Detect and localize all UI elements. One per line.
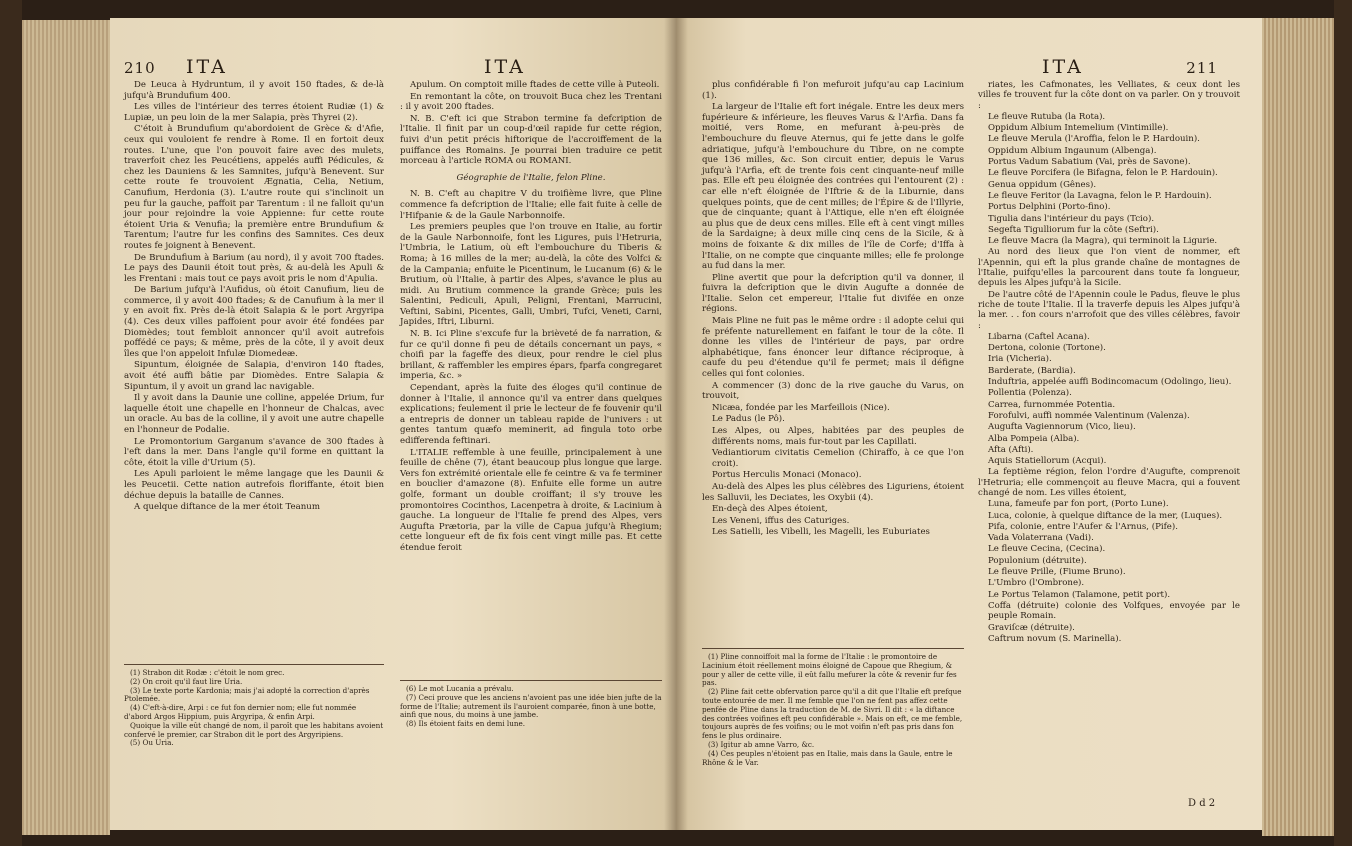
list-item: Pollentia (Polenza).	[988, 388, 1072, 399]
list-item: Les Veneni, iffus des Caturiges.	[712, 515, 850, 526]
list-item: Tigulia dans l'intérieur du pays (Tcio).	[988, 213, 1155, 224]
left-column-1-footnotes	[124, 664, 384, 748]
paragraph: Les villes de l'intérieur des terres étoient Rudiæ (1) & Lupiæ, un peu loin de la mer Salapia, près Thyrei (2).	[124, 102, 384, 123]
list-item: Portus Vadum Sabatium (Vai, près de Savone).	[988, 157, 1191, 168]
list-item: Le Padus (le Pô).	[712, 414, 785, 425]
paragraph: plus confidérable fi l'on mefuroit jufqu'au cap Lacinium (1).	[702, 80, 964, 101]
list-item: Alba Pompeia (Alba).	[988, 433, 1080, 444]
paragraph: De Brundufium à Barium (au nord), il y avoit 700 ftades. Le pays des Daunii étoit tout près, & au-delà les Apuli & les Frentani : mais tout ce pays avoit pris le nom d'Apulia.	[124, 252, 384, 284]
footnote: (3) Le texte porte Kardonia; mais j'ai adopté la correction d'après Ptolemée.	[124, 685, 370, 704]
footnote: (1) Strabon dit Rodæ : c'étoit le nom grec.	[130, 668, 285, 677]
paragraph: Les Apuli parloient le même langage que les Daunii & les Peucetii. Cette nation autrefois floriffante, étoit bien déchue depuis la bataille de Cannes.	[124, 469, 384, 501]
paragraph: C'étoit à Brundufium qu'abordoient de Grèce & d'Afie, ceux qui vouloient fe rendre à Rome. Il en fortoit deux routes. L'une, que l'on pouvoit faire avec des mulets, traverfoit chez les Peucétiens, appelés auffi Pédicules, & chez les Dauniens & les Samnites, jufqu'à Benevent. Sur cette route fe trouvoient Ægnatia, Celia, Netium, Canufium, Herdonia (3). L'autre route qui s'inclinoit un peu fur la gauche, paffoit par Tarentum : il ne falloit qu'un jour pour rejoindre la voie Appienne: fur cette route étoient Uria & Venufia; la première entre Brundufium & Tarentum; l'autre fur les confins des Samnites. Ces deux routes fe joignent à Benevent.	[124, 124, 384, 251]
list-item: Luna, fameufe par fon port, (Porto Lune).	[988, 499, 1169, 510]
footnote: (7) Ceci prouve que les anciens n'avoient pas une idée bien jufte de la forme de l'Italie; autrement ils l'auroient comparée, finon à une botte, ainfi que nous, du moins à une jambe.	[400, 692, 662, 720]
list-item: Augufta Vagiennorum (Vico, lieu).	[988, 422, 1136, 433]
paragraph: Cependant, après la fuite des éloges qu'il continue de donner à l'Italie, il annonce qu'il va entrer dans quelques explications; feulement il prie le lecteur de fe fouvenir qu'il a entrepris de donner un tableau rapide de l'univers : ut gentes tantum quæfo meminerit, ad fingula toto orbe edifferenda feftinari.	[400, 383, 662, 446]
footnote: (2) Pline fait cette obfervation parce qu'il a dit que l'Italie eft prefque toute entourée de mer. Il me femble que l'on ne fent pas affez cette penfée de Pline dans la traduction de M. de Sivri. Il dit : « la diftance des contrées voifines eft peu confidérable ». Mais on eft, ce me femble, toujours auprès de fes voifins; ou le mot voifin n'eft pas pris dans fon fens le plus ordinaire.	[702, 687, 963, 741]
list-item: Le fleuve Feritor (la Lavagna, felon le P. Hardouin).	[988, 190, 1212, 201]
paragraph: Au-delà des Alpes les plus célèbres des Liguriens, étoient les Salluvii, les Deciates, les Oxybii (4).	[702, 481, 964, 503]
list-item: Le fleuve Prille, (Fiume Bruno).	[988, 567, 1126, 578]
list-item: Oppidum Albium Intemelium (Vintimille).	[988, 123, 1169, 134]
left-header-title: ITA	[186, 56, 228, 78]
page-edges-left	[22, 20, 110, 835]
left-page	[110, 18, 676, 830]
paragraph: N. B. C'eft au chapitre V du troifième livre, que Pline commence fa defcription de l'Italie; elle fait fuite à celle de l'Hifpanie & de la Gaule Narbonnoife.	[400, 189, 662, 221]
list-item: Portus Herculis Monaci (Monaco).	[712, 470, 862, 481]
list-item: Les Alpes, ou Alpes, habitées par des peuples de différents noms, mais fur-tout par les Capillati.	[712, 426, 964, 447]
paragraph: Apulum. On comptoit mille ftades de cette ville à Puteoli.	[410, 80, 660, 90]
list-item: Vediantiorum civitatis Cemelion (Chiraffo, à ce que l'on croit).	[712, 448, 964, 469]
paragraph: N. B. Ici Pline s'excufe fur la brièveté de fa narration, & fur ce qu'il donne fi peu de détails concernant un pays, « choifi par la fageffe des dieux, pour rendre le ciel plus brillant, & raffembler les empires épars, fparfa congregaret imperia, &c. »	[400, 329, 662, 382]
right-page-number: 211	[1186, 59, 1218, 77]
book-cover-left	[0, 0, 22, 846]
list-item: En-deçà des Alpes étoient,	[712, 504, 828, 515]
left-running-head	[124, 56, 228, 78]
paragraph: Le Promontorium Garganum s'avance de 300 ftades à l'eft dans la mer. Dans l'angle qu'il forme en quittant la côte, étoit la ville d'Urium (5).	[124, 436, 384, 468]
paragraph: Mais Pline ne fuit pas le même ordre : il adopte celui qui fe préfente naturellement en faifant le tour de la côte. Il donne les villes de l'intérieur de pays, par ordre alphabétique, fans énoncer leur diftance réciproque, à caufe du peu d'étendue qu'il fe permet; mais il défigne celles qui font colonies.	[702, 316, 964, 380]
list-item: Afta (Afti).	[988, 444, 1034, 455]
list-item: Le fleuve Cecina, (Cecina).	[988, 544, 1106, 555]
section-heading: Géographie de l'Italie, felon Pline.	[456, 172, 606, 183]
paragraph: De Leuca à Hydruntum, il y avoit 150 ftades, & de-là jufqu'à Brundufium 400.	[124, 80, 384, 101]
list-item: Pifa, colonie, entre l'Aufer & l'Arnus, (Pife).	[988, 521, 1178, 532]
footnote: (3) Igitur ab amne Varro, &c.	[708, 739, 815, 749]
list-item: Oppidum Albium Ingaunum (Albenga).	[988, 145, 1157, 156]
book-cover-right	[1334, 0, 1352, 846]
list-item: Le fleuve Macra (la Magra), qui terminoit la Ligurie.	[988, 236, 1218, 247]
list-item: Caftrum novum (S. Marinella).	[988, 633, 1122, 644]
paragraph: riates, les Cafmonates, les Velliates, & ceux dont les villes fe trouvent fur la côte dont on va parler. On y trouvoit :	[978, 80, 1240, 111]
list-item: Dertona, colonie (Tortone).	[988, 343, 1106, 354]
list-item: Aquis Statiellorum (Acqui).	[988, 456, 1107, 467]
list-item: Libarna (Caftel Acana).	[988, 331, 1090, 342]
paragraph: La largeur de l'Italie eft fort inégale. Entre les deux mers fupérieure & inférieure, les fleuves Varus & l'Arfia. Dans fa moitié, vers Rome, en mefurant à-peu-près de l'embouchure du fleuve Aternus, qui fe jette dans le golfe adriatique, jufqu'à l'embouchure du Tibre, on ne compte que 136 milles, &c. Son circuit entier, depuis le Varus jufqu'à l'Arfia, eft de trente fois cent cinquante-neuf mille pas. Elle eft peu éloignée des contrées qui l'entourent (2) : car elle n'eft éloignée de l'Iftrie & de la Liburnie, dans quelques points, que de cent milles; de l'Épire & de l'Illyrie, que de cinquante; quant à l'Attique, elle n'en eft éloignée au plus que de deux cens milles. Elle eft à cent vingt milles de la Sardaigne; à deux mille cinq cens de la Sicile, & à moins de foixante & dix milles de l'île de Corfe; d'Iffa à l'Italie, on ne compte que cinquante milles; elle fe prolonge au fud dans la mer.	[702, 102, 964, 272]
paragraph: En remontant la côte, on trouvoit Buca chez les Trentani : il y avoit 200 ftades.	[400, 91, 662, 113]
footnote: (4) C'eft-à-dire, Arpi : ce fut fon dernier nom; elle fut nommée d'abord Argos Hippium, puis Argyripa, & enfin Arpi.	[124, 703, 357, 721]
paragraph: Il y avoit dans la Daunie une colline, appelée Drium, fur laquelle étoit une chapelle en l'honneur de Chalcas, avec un oracle. Au bas de la colline, il y avoit une autre chapelle en l'honneur de Podalie.	[124, 393, 384, 435]
paragraph: Sipuntum, éloignée de Salapia, d'environ 140 ftades, avoit été auffi bâtie par Diomèdes. Entre Salapia & Sipuntum, il y avoit un grand lac navigable.	[124, 360, 384, 392]
left-running-head-col2	[484, 56, 526, 78]
footnote: (6) Le mot Lucania a prévalu.	[406, 684, 514, 693]
list-item: L'Umbro (l'Ombrone).	[988, 578, 1085, 589]
list-item: Les Satielli, les Vibelli, les Magelli, les Euburiates	[712, 527, 930, 538]
list-item: Graviſcæ (détruite).	[988, 622, 1075, 633]
paragraph: La feptième région, felon l'ordre d'Augufte, comprenoit l'Hetruria; elle commençoit au fleuve Macra, qui a fouvent changé de nom. Les villes étoient,	[978, 467, 1240, 498]
list-item: Le Portus Telamon (Talamone, petit port).	[988, 589, 1171, 600]
list-item: Barderate, (Bardia).	[988, 365, 1076, 376]
list-item: Coffa (détruite) colonie des Volfques, envoyée par le peuple Romain.	[988, 600, 1240, 622]
right-page	[676, 18, 1262, 830]
list-item: Le fleuve Merula (l'Aroffia, felon le P. Hardouin).	[988, 134, 1200, 145]
list-item: Iria (Vicheria).	[988, 354, 1052, 365]
left-column-2-footnotes	[400, 680, 662, 729]
list-item: Induftria, appelée auffi Bodincomacum (Odolingo, lieu).	[988, 377, 1232, 388]
left-header-title-col2: ITA	[484, 56, 526, 78]
list-item: Le fleuve Porcifera (le Bifagna, felon le P. Hardouin).	[988, 168, 1218, 179]
right-column-1	[702, 80, 964, 539]
signature-mark: D d 2	[1188, 798, 1216, 809]
list-item: Segefta Tigulliorum fur la côte (Seftri).	[988, 224, 1159, 235]
list-item: Portus Delphini (Porto-fino).	[988, 202, 1111, 213]
list-item: Nicæa, fondée par les Marfeillois (Nice).	[712, 402, 890, 413]
footnote: Quoique la ville eût changé de nom, il paroît que les habitans avoient confervé le premier, car Strabon dit le port des Argyripiens.	[124, 720, 384, 739]
footnote: (1) Pline connoiffoit mal la forme de l'Italie : le promontoire de Lacinium étoit réellement moins éloigné de Capoue que Rhegium, & pour y aller de cette ville, il eût fallu mefurer la côte & revenir fur fes pas.	[702, 652, 957, 688]
right-column-2	[978, 80, 1240, 645]
list-item: Le fleuve Rutuba (la Rota).	[988, 111, 1106, 122]
left-column-1	[124, 80, 384, 514]
list-item: Genua oppidum (Gênes).	[988, 179, 1097, 190]
paragraph: Les premiers peuples que l'on trouve en Italie, au fortir de la Gaule Narbonnoife, font les Ligures, puis l'Hetruria, l'Umbria, le Latium, où eft l'embouchure du Tiberis & Roma; à 16 milles de la mer; au-delà, la côte des Volfci & de la Campania; enfuite le Picentinum, le Lucanum (6) & le Brutium, où l'Italie, à partir des Alpes, s'avance le plus au midi. Au Brutium commence la grande Grèce; puis les Salentini, Pediculi, Apuli, Peligni, Frentani, Marrucini, Veftini, Sabini, Picentes, Galli, Umbri, Tufci, Veneti, Carni, Japides, Iftri, Liburni.	[400, 222, 662, 328]
footnote: (5) Ou Uria.	[130, 738, 174, 748]
list-item: Vada Volaterrana (Vadi).	[988, 533, 1094, 544]
right-column-1-footnotes	[702, 648, 964, 767]
list-item: Carrea, furnommée Potentia.	[988, 399, 1116, 410]
left-page-number: 210	[124, 59, 156, 77]
paragraph: N. B. C'eft ici que Strabon termine fa defcription de l'Italie. Il finit par un coup-d'œil rapide fur cette région, fuivi d'un petit précis hiftorique de l'accroiffement de la puiffance des Romains. Je pourrai bien traduire ce petit morceau à l'article ROMA ou ROMANI.	[400, 113, 662, 167]
right-header-title: ITA	[1042, 56, 1084, 78]
right-running-head	[1042, 56, 1218, 78]
page-edges-right	[1262, 18, 1334, 836]
list-item: Luca, colonie, à quelque diftance de la mer, (Luques).	[988, 510, 1223, 521]
footnote: (2) On croit qu'il faut lire Uria.	[130, 676, 243, 686]
list-item: Forofulvi, auffi nommée Valentinum (Valenza).	[988, 410, 1190, 421]
paragraph: A commencer (3) donc de la rive gauche du Varus, on trouvoit,	[702, 380, 964, 402]
paragraph: Pline avertit que pour la defcription qu'il va donner, il fuivra la defcription que le divin Augufte a donnée de l'Italie. Selon cet empereur, l'Italie fut divifée en onze régions.	[702, 272, 964, 315]
paragraph: De Barium jufqu'à l'Aufidus, où étoit Canufium, lieu de commerce, il y avoit 400 ftades; & de Canufium à la mer il y en avoit fix. Près de-là étoit Salapia & le port Argyripa (4). Ces deux villes paffoient pour avoir été fondées par Diomèdes; tout fembloit annoncer qu'il avoit autrefois poffédé ce pays; & même, près de la côte, il y avoit deux îles que l'on appeloit Infulæ Diomedeæ.	[124, 285, 384, 359]
footnote: (4) Ces peuples n'étoient pas en Italie, mais dans la Gaule, entre le Rhône & le Var.	[702, 748, 953, 767]
paragraph: A quelque diftance de la mer étoit Teanum	[134, 502, 320, 513]
list-item: Populonium (détruite).	[988, 555, 1087, 566]
paragraph: Au nord des lieux que l'on vient de nommer, eft l'Apennin, qui eft la plus grande chaîne de montagnes de l'Italie, puifqu'elles la parcourent dans toute fa longueur, depuis les Alpes jufqu'à la Sicile.	[978, 247, 1240, 289]
paragraph: L'ITALIE reffemble à une feuille, principalement à une feuille de chêne (7), étant beaucoup plus longue que large. Vers fon extrémité orientale elle fe ceintre & va fe terminer en bouclier d'amazone (8). Enfuite elle forme un autre golfe, formant un double croiffant; il s'y trouve les promontoires Cocinthos, Lacenpetra à droite, & Lacinium à gauche. La longueur de l'Italie fe prend des Alpes, vers Augufta Prætoria, par la ville de Capua jufqu'à Rhegium; cette longueur eft de fix fois cent vingt mille pas. Et cette étendue feroit	[400, 447, 662, 553]
left-column-2	[400, 80, 662, 555]
footnote: (8) Ils étoient faits en demi lune.	[406, 719, 526, 729]
paragraph: De l'autre côté de l'Apennin coule le Padus, fleuve le plus riche de toute l'Italie. Il la traverfe depuis les Alpes jufqu'à la mer. . . fon cours n'arrofoit que des villes célèbres, favoir :	[978, 289, 1240, 331]
book-gutter	[664, 18, 688, 830]
